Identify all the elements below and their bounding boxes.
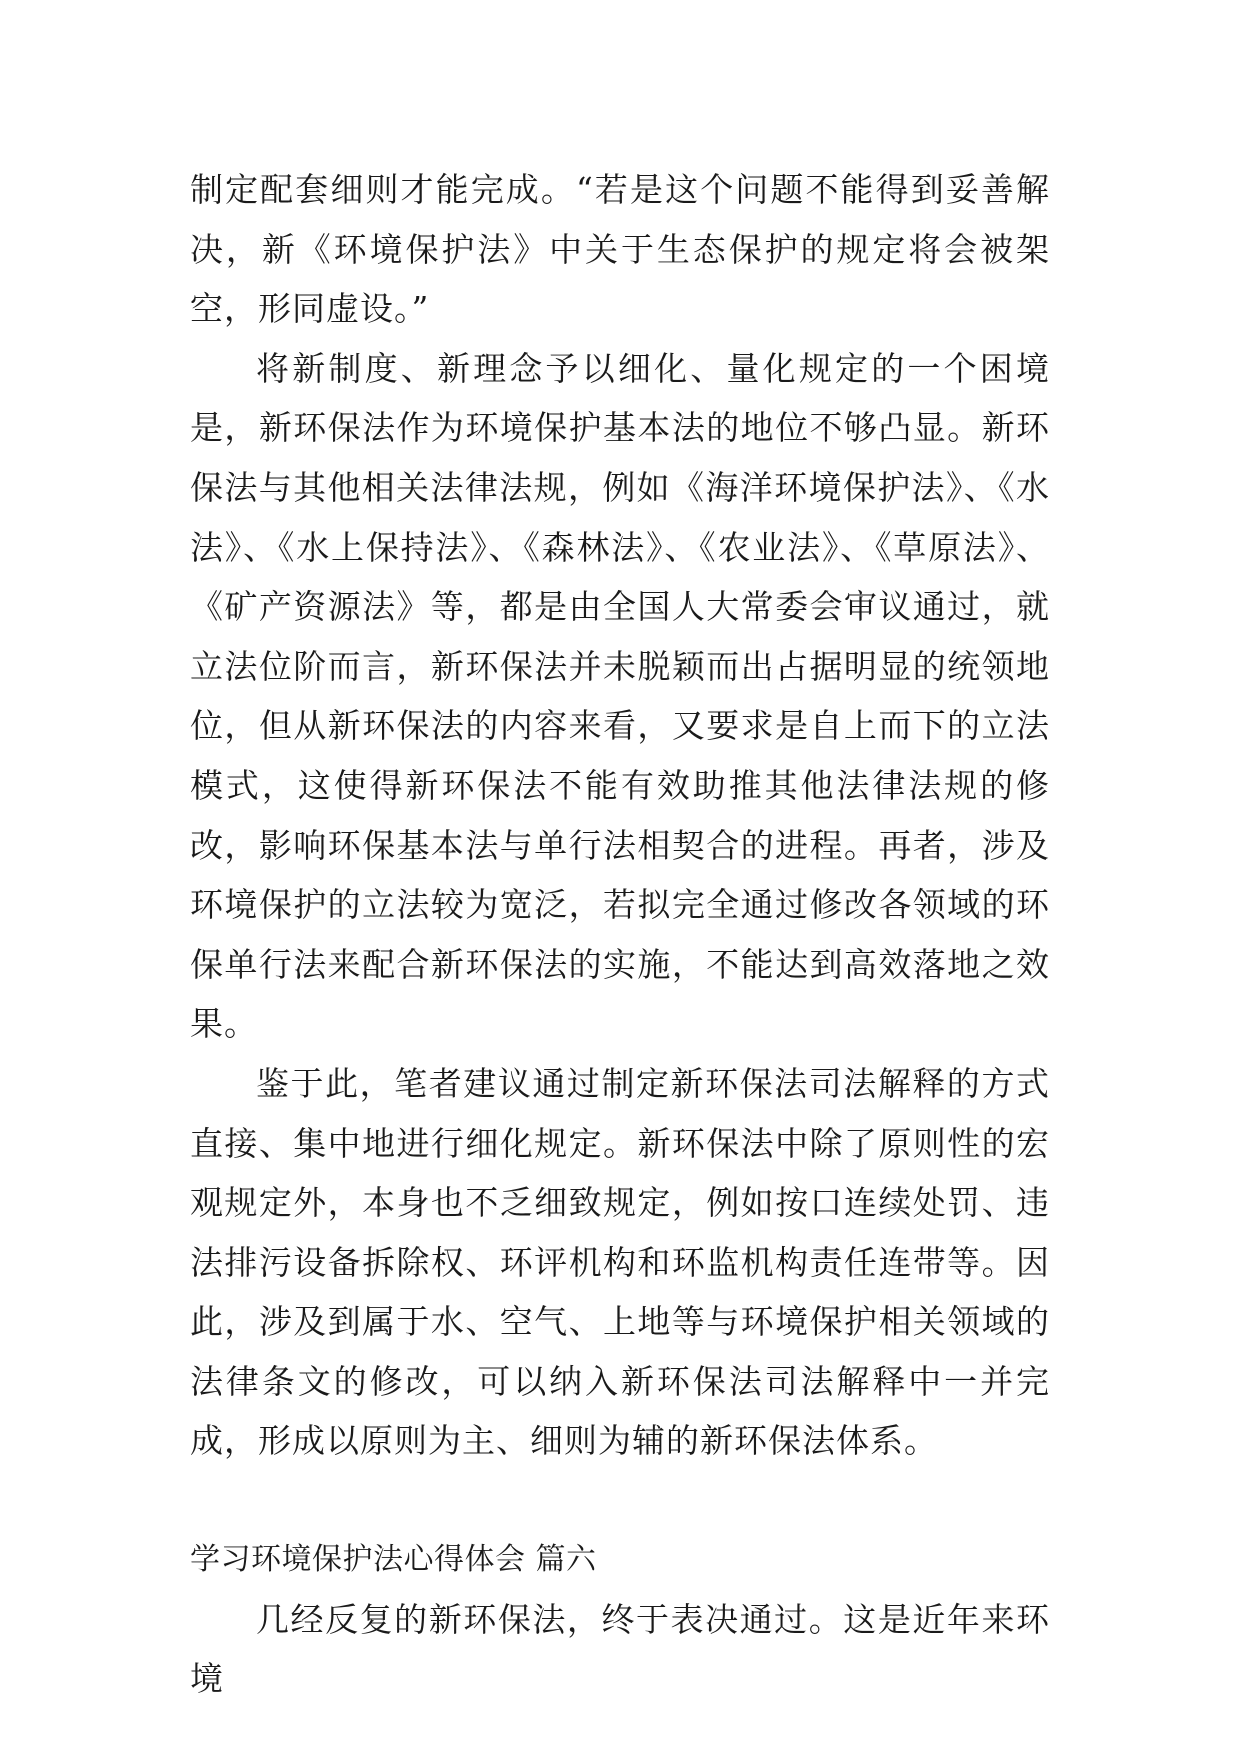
paragraph-dilemma: 将新制度、新理念予以细化、量化规定的一个困境是，新环保法作为环境保护基本法的地位不够凸显。新环保法与其他相关法律法规，例如《海洋环境保护法》、《水法》、《水上保持法》、《森林法》、《农业法》、《草原法》、《矿产资源法》等，都是由全国人大常委会审议通过，就立法位阶而言，新环保法并未脱颖而出占据明显的统领地位，但从新环保法的内容来看，又要求是自上而下的立法模式，这使得新环保法不能有效助推其他法律法规的修改，影响环保基本法与单行法相契合的进程。再者，涉及环境保护的立法较为宽泛，若拟完全通过修改各领域的环保单行法来配合新环保法的实施，不能达到高效落地之效果。	[190, 348, 1050, 1044]
paragraph-suggestion: 鉴于此，笔者建议通过制定新环保法司法解释的方式直接、集中地进行细化规定。新环保法中除了原则性的宏观规定外，本身也不乏细致规定，例如按口连续处罚、违法排污设备拆除权、环评机构和环监机构责任连带等。因此，涉及到属于水、空气、上地等与环境保护相关领域的法律条文的修改，可以纳入新环保法司法解释中一并完成，形成以原则为主、细则为辅的新环保法体系。	[190, 1063, 1050, 1461]
document-page	[190, 160, 1050, 1709]
paragraph-continued: 制定配套细则才能完成。“若是这个问题不能得到妥善解决，新《环境保护法》中关于生态保护的规定将会被架空，形同虚设。”	[190, 170, 1050, 329]
paragraph-section-six-start: 几经反复的新环保法，终于表决通过。这是近年来环境	[190, 1599, 1050, 1699]
section-heading: 学习环境保护法心得体会 篇六	[190, 1542, 597, 1578]
